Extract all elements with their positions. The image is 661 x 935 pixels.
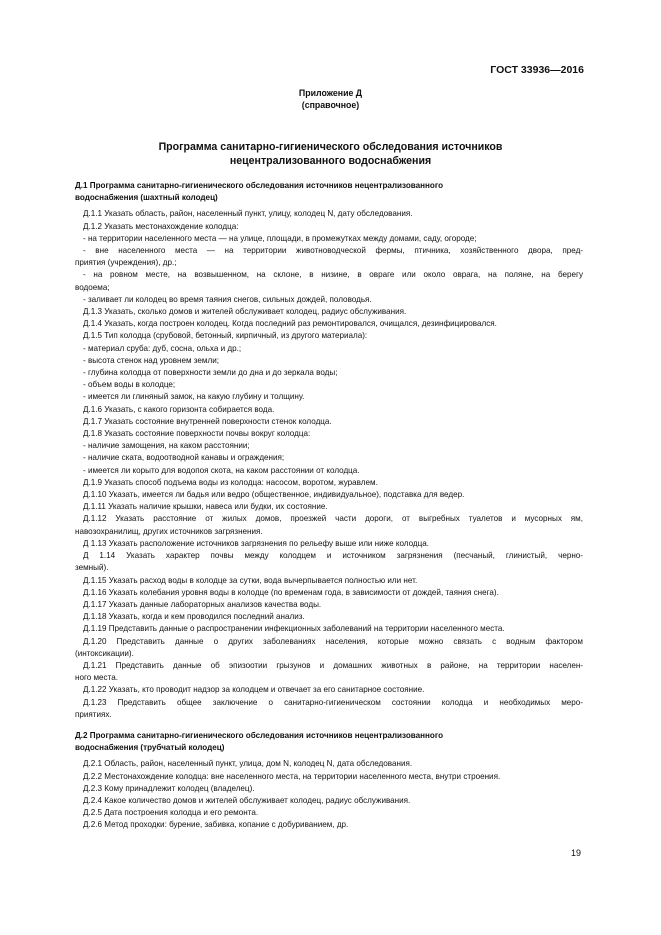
text-line: Д.1.3 Указать, сколько домов и жителей обслуживает колодец, радиус обслуживания. [83,307,407,317]
text-line: Д.1.9 Указать способ подъема воды из колодца: насосом, воротом, журавлем. [83,477,378,487]
document-title-line: Программа санитарно-гигиенического обследования источников [158,141,503,153]
text-line: Д.1.21 Представить данные об эпизоотии грызунов и домашних животных в районе, на территории населен- [83,660,583,670]
text-line: - высота стенок над уровнем земли; [83,355,219,365]
text-line: Д.2.4 Какое количество домов и жителей обслуживает колодец, радиус обслуживания. [83,796,411,806]
text-line: - глубина колодца от поверхности земли до дна и до зеркала воды; [83,368,338,378]
heading-line: Д.2 Программа санитарно-гигиенического обследования источников нецентрализованного [75,731,444,740]
text-line: Д.1.12 Указать расстояние от жилых домов, проезжей части дороги, от выгребных туалетов и мусорных ям, [83,514,583,524]
text-line: - на ровном месте, на возвышенном, на склоне, в низине, в овраге или около оврага, на поляне, на берегу [83,270,583,280]
text-line: Д.1.22 Указать, кто проводит надзор за колодцем и отвечает за его санитарное состояние. [83,685,425,695]
section-2 [75,730,583,832]
text-line: Д.1.6 Указать, с какого горизонта собирается вода. [83,404,275,414]
text-line: Д.1.17 Указать данные лабораторных анализов качества воды. [83,599,322,609]
section-1 [75,180,583,721]
text-line: приятиях. [75,709,112,719]
text-line: - объем воды в колодце; [83,380,176,390]
text-line: Д.1.5 Тип колодца (срубовой, бетонный, кирпичный, из другого материала): [83,331,368,341]
text-line: Д.1.18 Указать, когда и кем проводился последний анализ. [83,612,305,622]
text-line: Д.1.1 Указать область, район, населенный пункт, улицу, колодец N, дату обследования. [83,209,413,219]
text-line: - имеется ли корыто для водопоя скота, на каком расстоянии от колодца. [83,465,360,475]
text-line: Д.1.20 Представить данные о других заболеваниях населения, которые можно связать с водным фактором [83,636,583,646]
standard-code: ГОСТ 33936—2016 [490,64,584,76]
annex-title: Приложение Д [298,88,363,98]
text-line: - на территории населенного места — на улице, площади, в промежутках между домами, саду, огороде; [83,233,477,243]
text-line: Д.1.7 Указать состояние внутренней поверхности стенок колодца. [83,416,332,426]
text-line: Д.2.1 Область, район, населенный пункт, улица, дом N, колодец N, дата обследования. [83,759,413,769]
section-1-heading [75,180,583,204]
section-1-body [75,208,583,721]
text-line: - вне населенного места — на территории животноводческой фермы, птичника, хозяйственного двора, пред- [83,246,583,256]
text-line: - заливает ли колодец во время таяния снегов, сильных дождей, половодья. [83,294,372,304]
text-line: Д 1.14 Указать характер почвы между колодцем и источником загрязнения (песчаный, глинистый, черно- [83,551,583,561]
text-line: - наличие замощения, на каком расстоянии; [83,441,250,451]
text-line: Д.1.19 Представить данные о распространении инфекционных заболеваний на территории населенного места. [83,624,505,634]
text-line: Д.2.5 Дата построения колодца и его ремонта. [83,808,259,818]
text-line: Д.1.15 Указать расход воды в колодце за сутки, вода вычерпывается полностью или нет. [83,575,418,585]
text-line: земный). [75,563,109,573]
section-2-body [75,758,583,831]
text-line: Д.2.6 Метод проходки: бурение, забивка, копание с добуриванием, др. [83,820,349,830]
text-line: Д.1.10 Указать, имеется ли бадья или ведро (общественное, индивидуальное), подставка для ведер. [83,490,465,500]
section-2-heading [75,730,583,754]
text-line: навозохранилищ, других источников загрязнения. [75,526,263,536]
text-line: Д.1.11 Указать наличие крышки, навеса или будки, их состояние. [83,502,328,512]
heading-line: Д.1 Программа санитарно-гигиенического обследования источников нецентрализованного [75,181,444,190]
page-number: 19 [570,848,581,858]
document-title-line: нецентрализованного водоснабжения [229,155,432,167]
text-line: - материал сруба: дуб, сосна, ольха и др.; [83,343,242,353]
text-line: приятия (учреждения), др.; [75,258,177,268]
text-line: Д.1.4 Указать, когда построен колодец. Когда последний раз ремонтировался, очищался, дезинфицировался. [83,319,497,329]
text-line: водоема; [75,282,110,292]
document-title [0,140,661,168]
text-line: Д.1.16 Указать колебания уровня воды в колодце (по временам года, в зависимости от дождей, таяния снега). [83,587,499,597]
text-line: Д.1.8 Указать состояние поверхности почвы вокруг колодца: [83,429,311,439]
text-line: ного места. [75,673,118,683]
heading-line: водоснабжения (шахтный колодец) [75,193,218,203]
text-line: Д.1.2 Указать местонахождение колодца: [83,221,239,231]
text-line: Д.2.3 Кому принадлежит колодец (владелец). [83,783,255,793]
annex-subtitle: (справочное) [301,100,360,110]
text-line: Д.1.23 Представить общее заключение о санитарно-гигиеническом состоянии колодца и необходимых меро- [83,697,583,707]
text-line: (интоксикации). [75,648,134,658]
text-line: Д 1.13 Указать расположение источников загрязнения по рельефу выше или ниже колодца. [83,538,430,548]
text-line: - имеется ли глиняный замок, на какую глубину и толщину. [83,392,305,402]
text-line: Д.2.2 Местонахождение колодца: вне населенного места, на территории населенного места, внутри строения. [83,771,501,781]
heading-line: водоснабжения (трубчатый колодец) [75,743,225,753]
text-line: - наличие ската, водоотводной канавы и ограждения; [83,453,285,463]
